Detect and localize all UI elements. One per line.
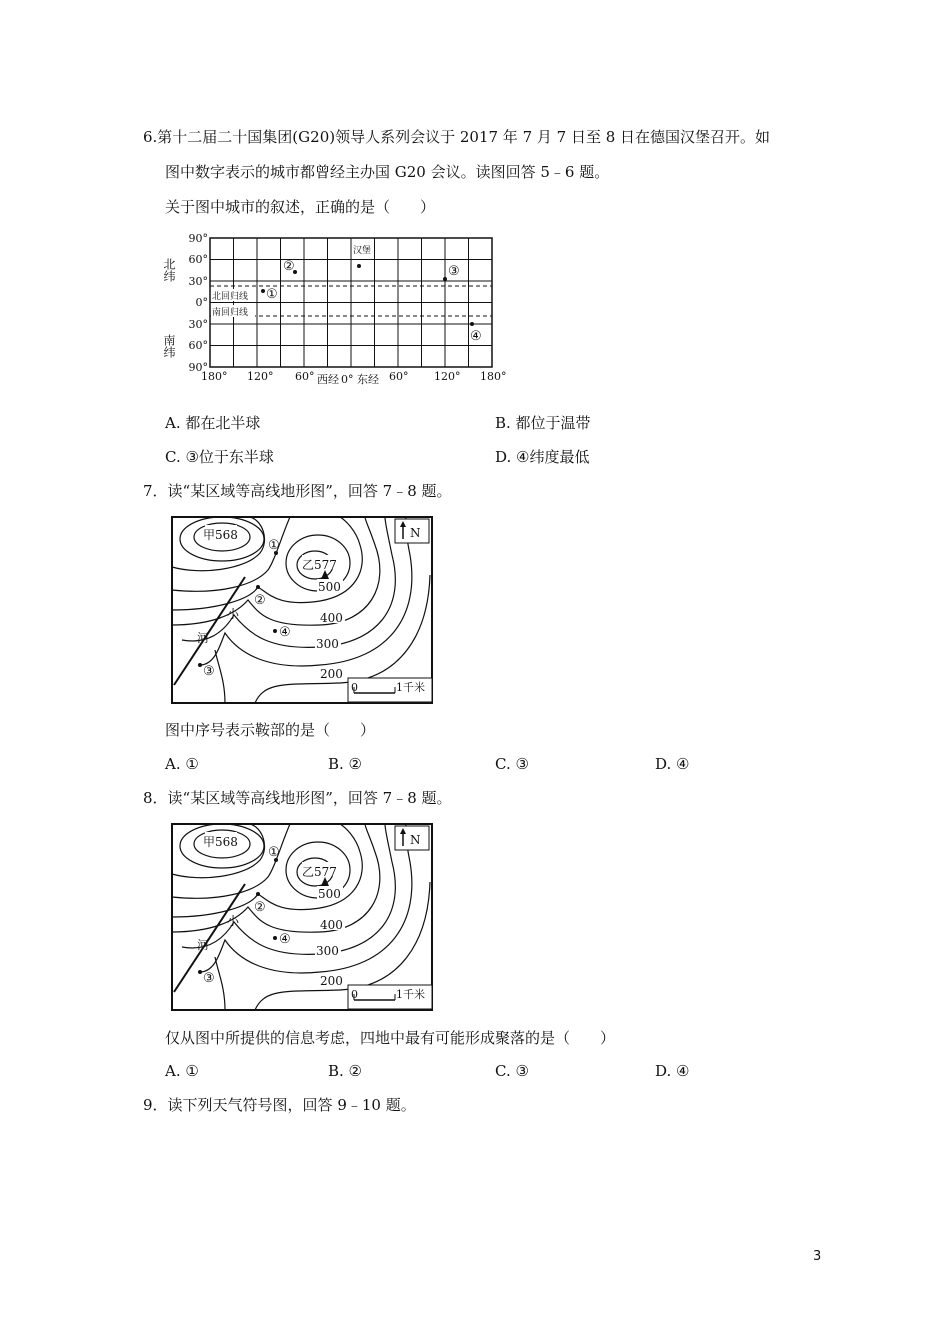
point-3-label: ③ [203,971,215,986]
q6-option-d: D. ④纬度最低 [495,448,590,466]
contour-level-label: 300 [316,944,339,958]
lat-label: 30° [188,318,208,331]
q8-question: 仅从图中所提供的信息考虑，四地中最有可能形成聚落的是（ ） [165,1029,616,1047]
lat-label: 0° [195,296,208,309]
q8-option-c: C. ③ [495,1062,529,1080]
contour-level-label: 500 [318,580,341,594]
lat-label: 60° [188,339,208,352]
q7-option-b: B. ② [328,755,363,773]
contour-level-label: 500 [318,887,341,901]
tropic-north-label: 北回归线 [212,292,249,302]
point-2-label: ② [254,900,266,915]
peak-a-label: 甲568 [203,835,238,849]
north-arrow-label: N [410,526,421,540]
lat-label: 90° [188,361,208,374]
q7-intro: 7．读“某区域等高线地形图”，回答 7﹣8 题。 [143,482,452,500]
q9-intro: 9．读下列天气符号图，回答 9﹣10 题。 [143,1096,416,1114]
hamburg-label: 汉堡 [353,246,372,256]
city-1-label: ① [266,287,278,302]
q6-question: 关于图中城市的叙述，正确的是（ ） [165,198,436,216]
q6-line1: 6.第十二届二十国集团(G20)领导人系列会议于 2017 年 7 月 7 日至 8 日在德国汉堡召开。如 [143,128,771,146]
lat-label: 60° [188,253,208,266]
contour-level-label: 400 [320,918,343,932]
point-3-label: ③ [203,664,215,679]
point-1-label: ① [268,538,280,553]
q8-option-d: D. ④ [655,1062,690,1080]
page-number: 3 [813,1249,822,1264]
river-label: 河 [197,631,210,645]
peak-b-label: 乙577 [302,558,337,572]
south-latitude-label: 南纬 [162,334,176,358]
q6-line2: 图中数字表示的城市都曾经主办国 G20 会议。读图回答 5﹣6 题。 [165,163,610,181]
q7-question: 图中序号表示鞍部的是（ ） [165,721,376,739]
peak-b-label: 乙577 [302,865,337,879]
contour-level-label: 400 [320,611,343,625]
tropic-south-label: 南回归线 [212,308,249,318]
contour-level-label: 300 [316,637,339,651]
lon-label: 120° [434,370,461,383]
q6-option-b: B. 都位于温带 [495,414,591,432]
north-latitude-label: 北纬 [162,258,176,282]
contour-level-label: 200 [320,974,343,988]
lat-label: 30° [188,275,208,288]
peak-a-label: 甲568 [203,528,238,542]
lon-label: 120° [247,370,274,383]
point-4-label: ④ [279,625,291,640]
scale-zero: 0 [351,681,358,694]
lon-label: 180° [201,370,228,383]
north-arrow-label: N [410,833,421,847]
lon-label: 60° [295,370,315,383]
q6-option-c: C. ③位于东半球 [165,448,274,466]
city-2-label: ② [283,259,295,274]
q8-intro: 8．读“某区域等高线地形图”，回答 7﹣8 题。 [143,789,452,807]
contour-level-label: 200 [320,667,343,681]
scale-zero: 0 [351,988,358,1001]
scale-end: 1千米 [396,988,425,1001]
q8-option-a: A. ① [165,1062,199,1080]
q6-option-a: A. 都在北半球 [165,414,261,432]
lon-label: 西经 [317,373,339,386]
q7-option-a: A. ① [165,755,199,773]
river-label: 河 [197,938,210,952]
contour-map-q7 [170,515,435,705]
lon-label: 60° [389,370,409,383]
scale-end: 1千米 [396,681,425,694]
point-2-label: ② [254,593,266,608]
world-grid-map [162,228,510,388]
lon-label: 0° [341,373,354,386]
contour-map-q8 [170,822,435,1012]
lon-label: 东经 [357,373,379,386]
city-4-label: ④ [470,329,482,344]
lon-label: 180° [480,370,507,383]
q7-option-c: C. ③ [495,755,529,773]
city-3-label: ③ [448,264,460,279]
point-1-label: ① [268,845,280,860]
q8-option-b: B. ② [328,1062,363,1080]
point-4-label: ④ [279,932,291,947]
q7-option-d: D. ④ [655,755,690,773]
river-label: 小 [227,914,240,928]
lat-label: 90° [188,232,208,245]
river-label: 小 [227,607,240,621]
